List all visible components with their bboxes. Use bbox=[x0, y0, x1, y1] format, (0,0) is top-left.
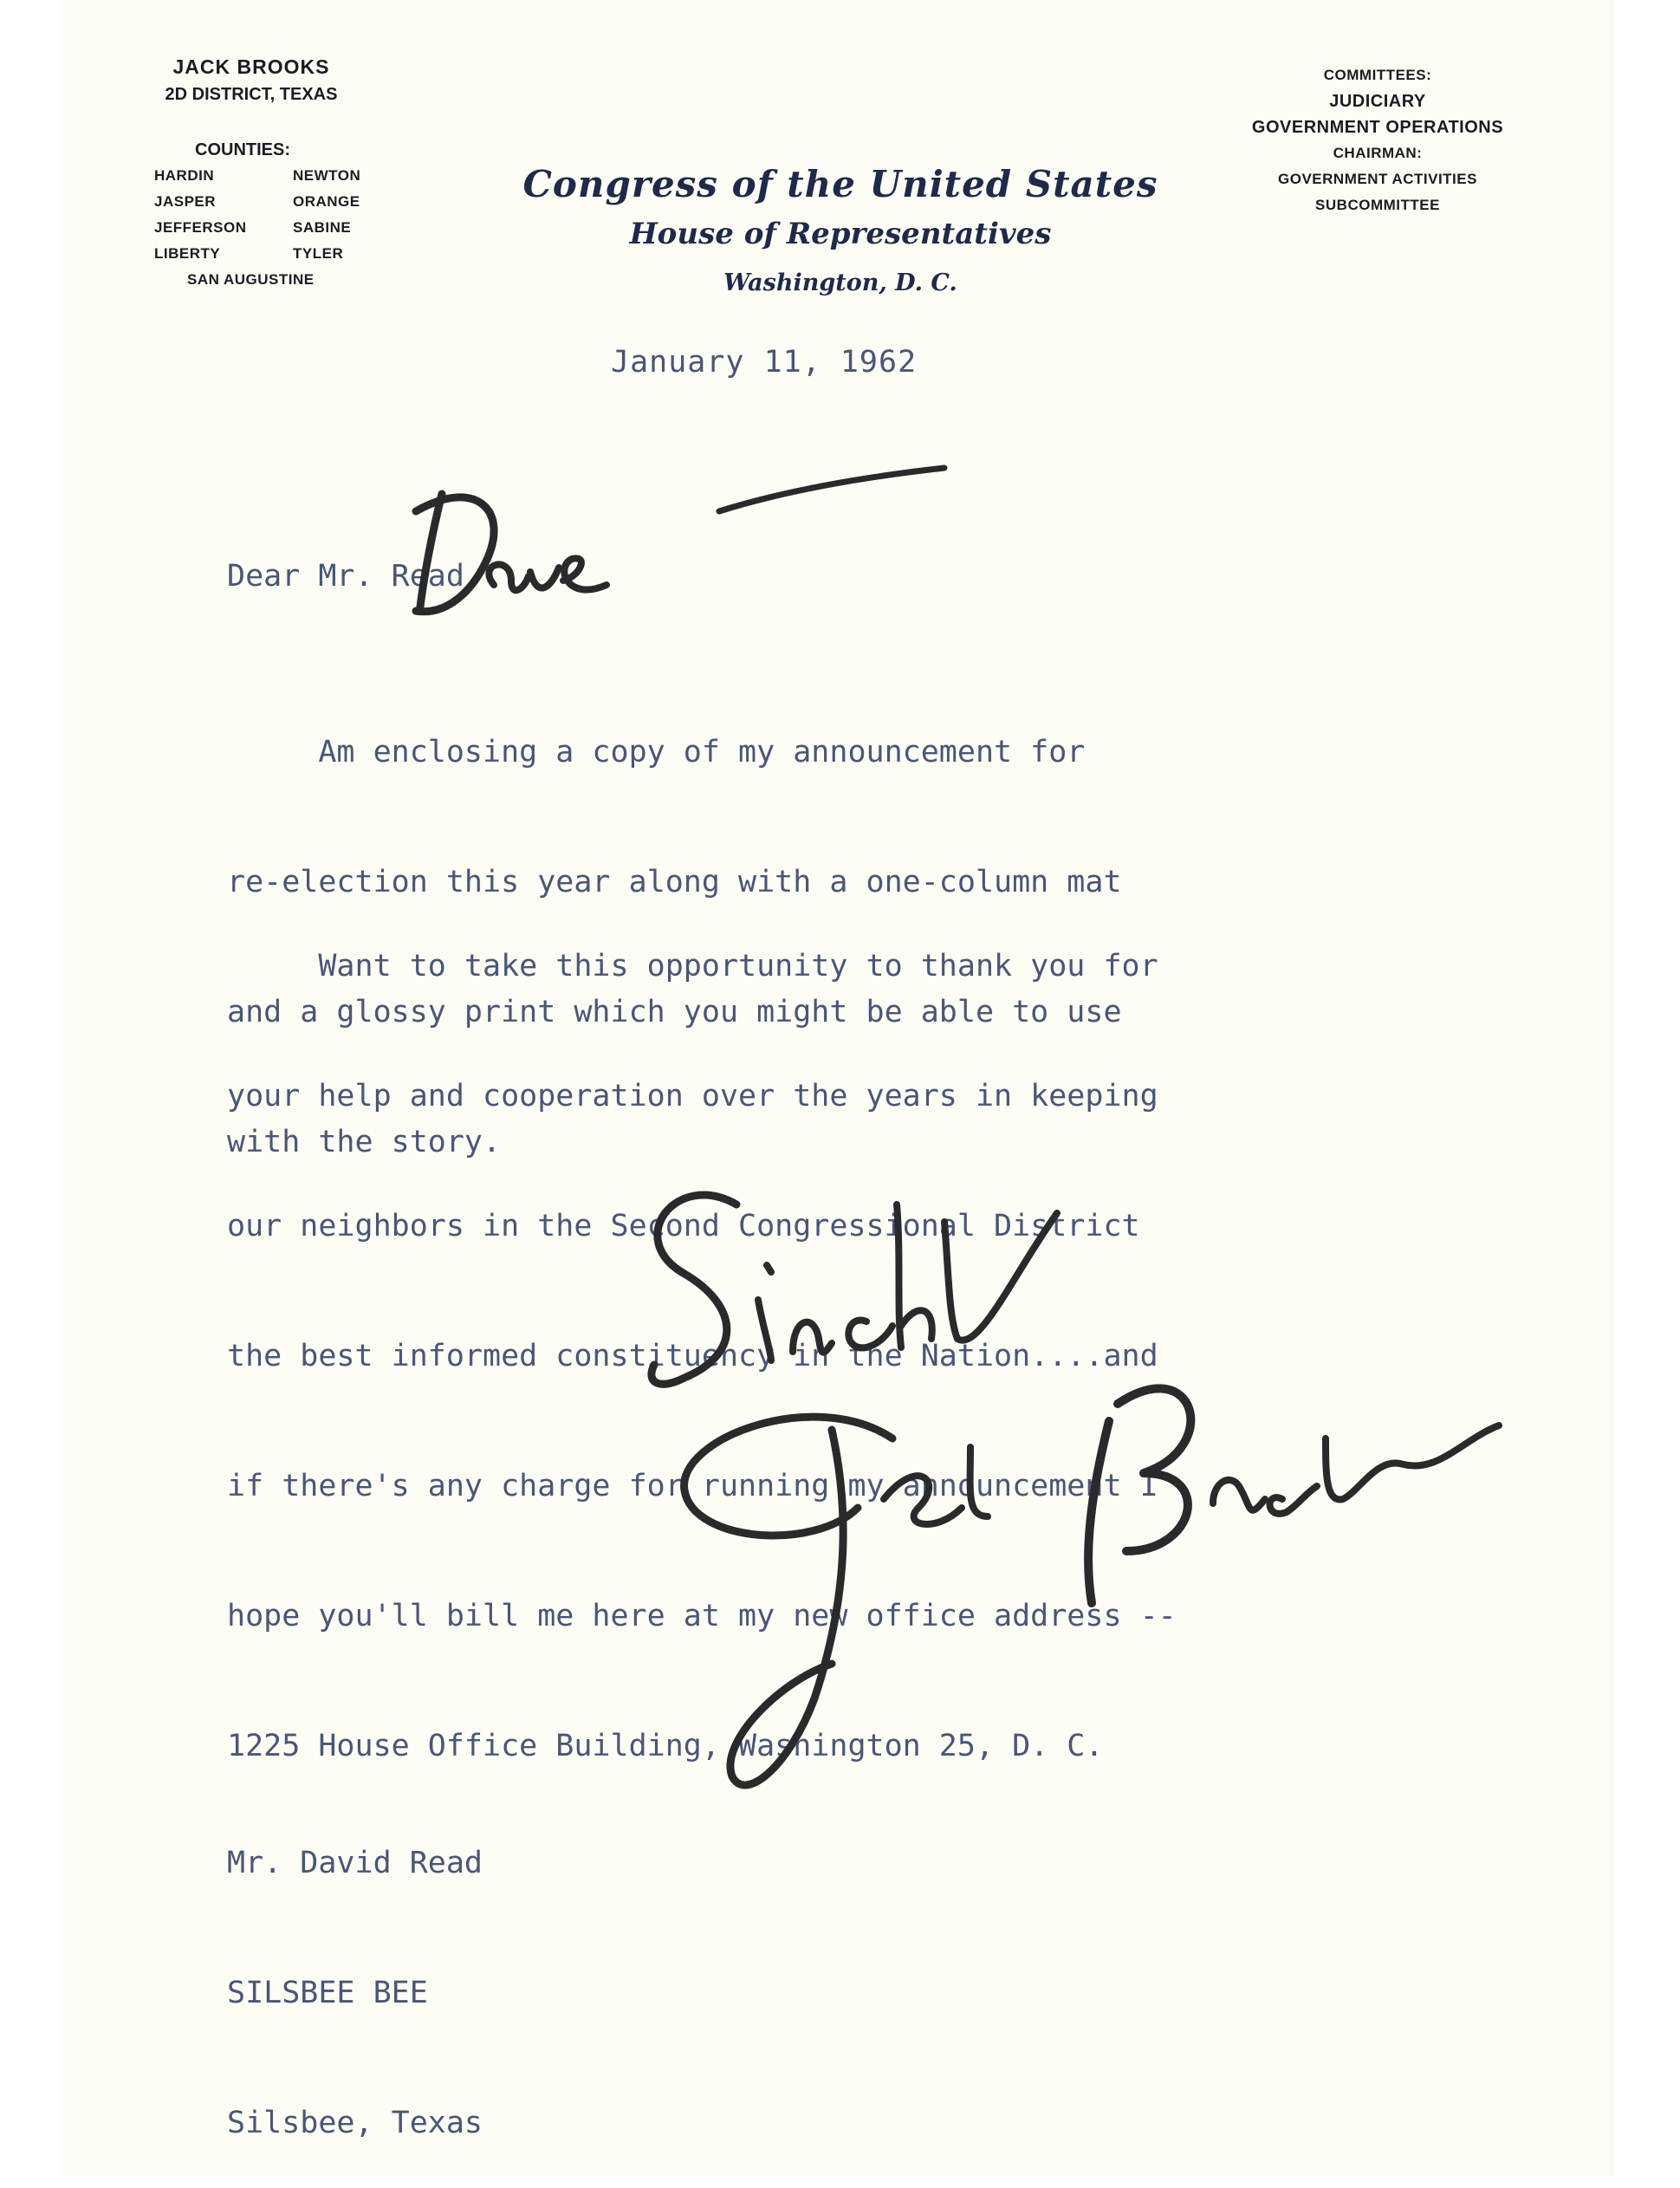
paragraph-2 bbox=[227, 858, 1177, 1811]
text-line: the best informed constituency in the Nation....and bbox=[227, 1339, 1158, 1373]
county: LIBERTY bbox=[154, 245, 221, 262]
text-line: and a glossy print which you might be able to use bbox=[227, 995, 1122, 1029]
text-line: Want to take this opportunity to thank you for bbox=[227, 949, 1158, 984]
subcommittee-line-2: SUBCOMMITTEE bbox=[1315, 197, 1440, 213]
counties-heading: COUNTIES: bbox=[195, 140, 290, 159]
address-line: Mr. David Read bbox=[227, 1846, 483, 1880]
recipient-address bbox=[227, 1755, 483, 2188]
committee-government-operations: GOVERNMENT OPERATIONS bbox=[1251, 118, 1504, 137]
congress-title: Congress of the United States bbox=[522, 163, 1158, 205]
house-title: House of Representatives bbox=[629, 217, 1052, 251]
county: TYLER bbox=[293, 245, 344, 262]
letterhead-right bbox=[1196, 62, 1560, 218]
county: NEWTON bbox=[293, 167, 361, 184]
text-line: your help and cooperation over the years in keeping bbox=[227, 1079, 1158, 1113]
text-line: with the story. bbox=[227, 1125, 502, 1159]
text-line: re-election this year along with a one-column mat bbox=[227, 865, 1122, 899]
county: HARDIN bbox=[154, 167, 215, 184]
counties-list bbox=[154, 163, 373, 293]
letterhead-left bbox=[95, 52, 373, 293]
salutation: Dear Mr. Read bbox=[227, 559, 464, 594]
chairman-heading: CHAIRMAN: bbox=[1333, 145, 1423, 161]
committee-judiciary: JUDICIARY bbox=[1329, 92, 1426, 111]
representative-name: JACK BROOKS bbox=[172, 55, 330, 78]
letter-date: January 11, 1962 bbox=[611, 345, 918, 380]
district: 2D DISTRICT, TEXAS bbox=[165, 85, 338, 104]
county: ORANGE bbox=[293, 193, 360, 210]
text-line: our neighbors in the Second Congressional District bbox=[227, 1209, 1140, 1243]
county: SABINE bbox=[293, 219, 352, 236]
county: JASPER bbox=[154, 193, 217, 210]
county: SAN AUGUSTINE bbox=[187, 271, 315, 288]
committees-heading: COMMITTEES: bbox=[1323, 67, 1432, 83]
county: JEFFERSON bbox=[154, 219, 247, 236]
location: Washington, D. C. bbox=[723, 269, 957, 296]
text-line: if there's any charge for running my announcement I bbox=[227, 1469, 1158, 1503]
letterhead-center bbox=[485, 160, 1196, 308]
paper-edge bbox=[1611, 0, 1616, 2176]
text-line: 1225 House Office Building, Washington 25, D. C. bbox=[227, 1729, 1104, 1763]
text-line: Am enclosing a copy of my announcement for bbox=[227, 735, 1086, 769]
subcommittee-line-1: GOVERNMENT ACTIVITIES bbox=[1278, 171, 1477, 187]
text-line: hope you'll bill me here at my new office address -- bbox=[227, 1599, 1177, 1633]
address-line: SILSBEE BEE bbox=[227, 1976, 428, 2010]
address-line: Silsbee, Texas bbox=[227, 2106, 483, 2140]
